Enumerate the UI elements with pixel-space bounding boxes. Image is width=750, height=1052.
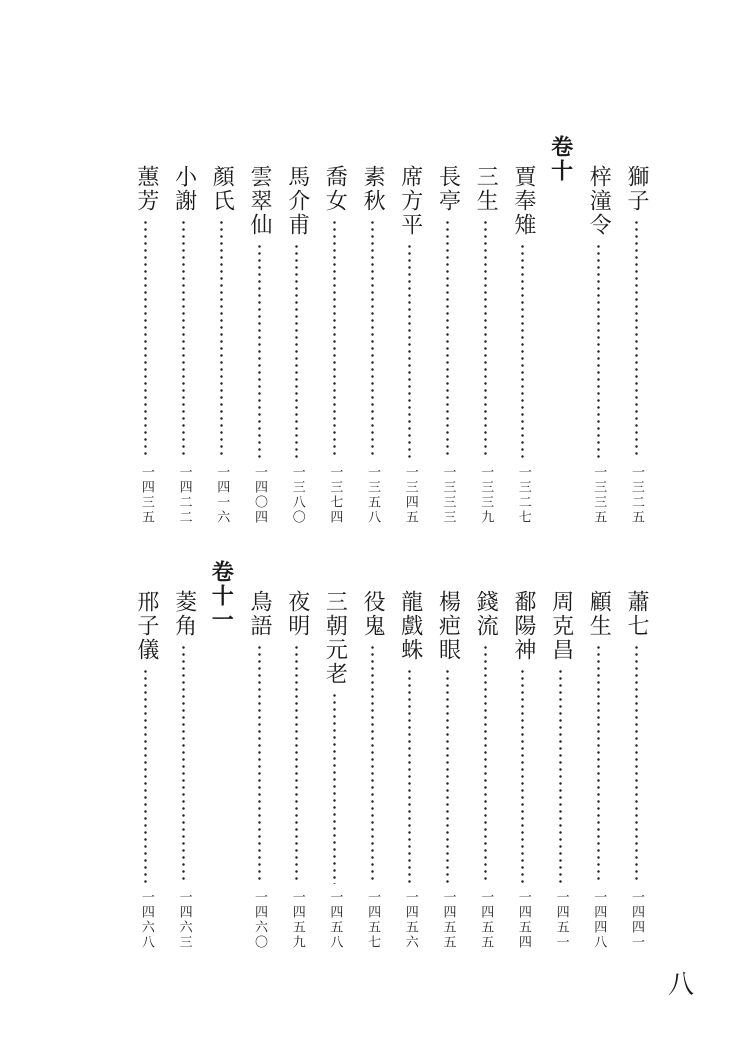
leader-dots (521, 243, 524, 459)
volume-heading (547, 135, 575, 183)
entry-page: 一四三五 (138, 465, 154, 525)
toc-entry (622, 590, 650, 950)
leader-dots (295, 644, 298, 884)
toc-entry (509, 165, 537, 525)
entry-title: 三朝元老 (322, 590, 348, 686)
toc-entry (471, 590, 499, 950)
entry-title: 錢流 (473, 590, 499, 638)
entry-title: 蕙芳 (133, 165, 159, 213)
entry-title: 夜明 (284, 590, 310, 638)
leader-dots (144, 219, 147, 459)
toc-entry (509, 590, 537, 950)
toc-entry (245, 590, 273, 950)
leader-dots (182, 644, 185, 884)
page-number: 八 (668, 970, 695, 1000)
leader-dots (521, 668, 524, 884)
entry-page: 一三三三 (440, 465, 456, 525)
entry-page: 一四五五 (478, 890, 494, 950)
toc-entry (283, 165, 311, 525)
entry-page: 一四六三 (176, 890, 192, 950)
leader-dots (220, 219, 223, 459)
entry-title: 長亭 (435, 165, 461, 213)
toc-entry (471, 165, 499, 525)
entry-page: 一三二七 (515, 465, 531, 525)
toc-entry (132, 165, 160, 525)
volume-heading (207, 560, 235, 632)
entry-page: 一三二五 (629, 465, 644, 525)
volume-label: 卷十一 (208, 560, 235, 632)
entry-page: 一四五七 (365, 890, 381, 950)
leader-dots (484, 644, 487, 884)
entry-title: 周克昌 (548, 590, 574, 662)
entry-title: 鄱陽神 (510, 590, 536, 662)
leader-dots (446, 668, 449, 884)
leader-dots (408, 668, 411, 884)
leader-dots (559, 668, 562, 884)
entry-page: 一三三九 (478, 465, 494, 525)
leader-dots (408, 243, 411, 459)
entry-title: 役鬼 (360, 590, 386, 638)
leader-dots (258, 243, 261, 459)
entry-page: 一四六〇 (252, 890, 267, 950)
entry-title: 小謝 (171, 165, 197, 213)
leader-dots (371, 644, 374, 884)
toc-entry (320, 165, 348, 525)
toc-entry (396, 590, 424, 950)
entry-page: 一三三五 (591, 465, 607, 525)
toc-entry (358, 165, 386, 525)
entry-title: 三生 (473, 165, 499, 213)
entry-title: 席方平 (397, 165, 423, 237)
leader-dots (597, 644, 600, 884)
entry-page: 一四四八 (591, 890, 607, 950)
entry-page: 一三七四 (327, 465, 343, 525)
toc-entry (547, 590, 575, 950)
toc-entry (434, 165, 462, 525)
entry-page: 一四五六 (402, 890, 418, 950)
leader-dots (333, 219, 336, 459)
entry-page: 一三四五 (402, 465, 418, 525)
entry-page: 一四五五 (440, 890, 456, 950)
entry-title: 素秋 (360, 165, 386, 213)
entry-title: 蕭七 (624, 590, 649, 638)
toc-entry (358, 590, 386, 950)
leader-dots (333, 692, 336, 884)
toc-entry (207, 165, 235, 525)
toc-entry (132, 590, 160, 950)
entry-title: 顏氏 (209, 165, 235, 213)
entry-title: 獅子 (624, 165, 649, 213)
entry-title: 雲翠仙 (247, 165, 272, 237)
toc-entry (584, 165, 612, 525)
entry-page: 一四二二 (176, 465, 192, 525)
leader-dots (597, 243, 600, 459)
entry-page: 一三五八 (365, 465, 381, 525)
toc-entry (283, 590, 311, 950)
entry-page: 一四五九 (289, 890, 305, 950)
toc-entry (320, 590, 348, 950)
entry-title: 鳥語 (247, 590, 272, 638)
toc-entry (584, 590, 612, 950)
leader-dots (635, 644, 638, 884)
volume-label: 卷十 (547, 135, 574, 183)
toc-entry (170, 590, 198, 950)
leader-dots (182, 219, 185, 459)
toc-entry (245, 165, 273, 525)
leader-dots (484, 219, 487, 459)
leader-dots (295, 243, 298, 459)
entry-page: 一四五八 (327, 890, 343, 950)
entry-page: 一四五一 (553, 890, 569, 950)
entry-title: 楊疤眼 (435, 590, 461, 662)
entry-title: 顧生 (586, 590, 612, 638)
leader-dots (635, 219, 638, 459)
entry-page: 一三八〇 (289, 465, 305, 525)
entry-title: 菱角 (171, 590, 197, 638)
entry-page: 一四六八 (138, 890, 154, 950)
entry-title: 賈奉雉 (510, 165, 536, 237)
toc-entry (396, 165, 424, 525)
toc-entry (434, 590, 462, 950)
leader-dots (446, 219, 449, 459)
leader-dots (371, 219, 374, 459)
toc-entry (170, 165, 198, 525)
entry-page: 一四〇四 (252, 465, 267, 525)
entry-title: 馬介甫 (284, 165, 310, 237)
entry-title: 喬女 (322, 165, 348, 213)
entry-page: 一四四一 (629, 890, 644, 950)
entry-title: 邢子儀 (133, 590, 159, 662)
entry-page: 一四五四 (515, 890, 531, 950)
entry-title: 龍戲蛛 (397, 590, 423, 662)
entry-page: 一四一六 (214, 465, 230, 525)
leader-dots (258, 644, 261, 884)
entry-title: 梓潼令 (586, 165, 612, 237)
toc-entry (622, 165, 650, 525)
leader-dots (144, 668, 147, 884)
